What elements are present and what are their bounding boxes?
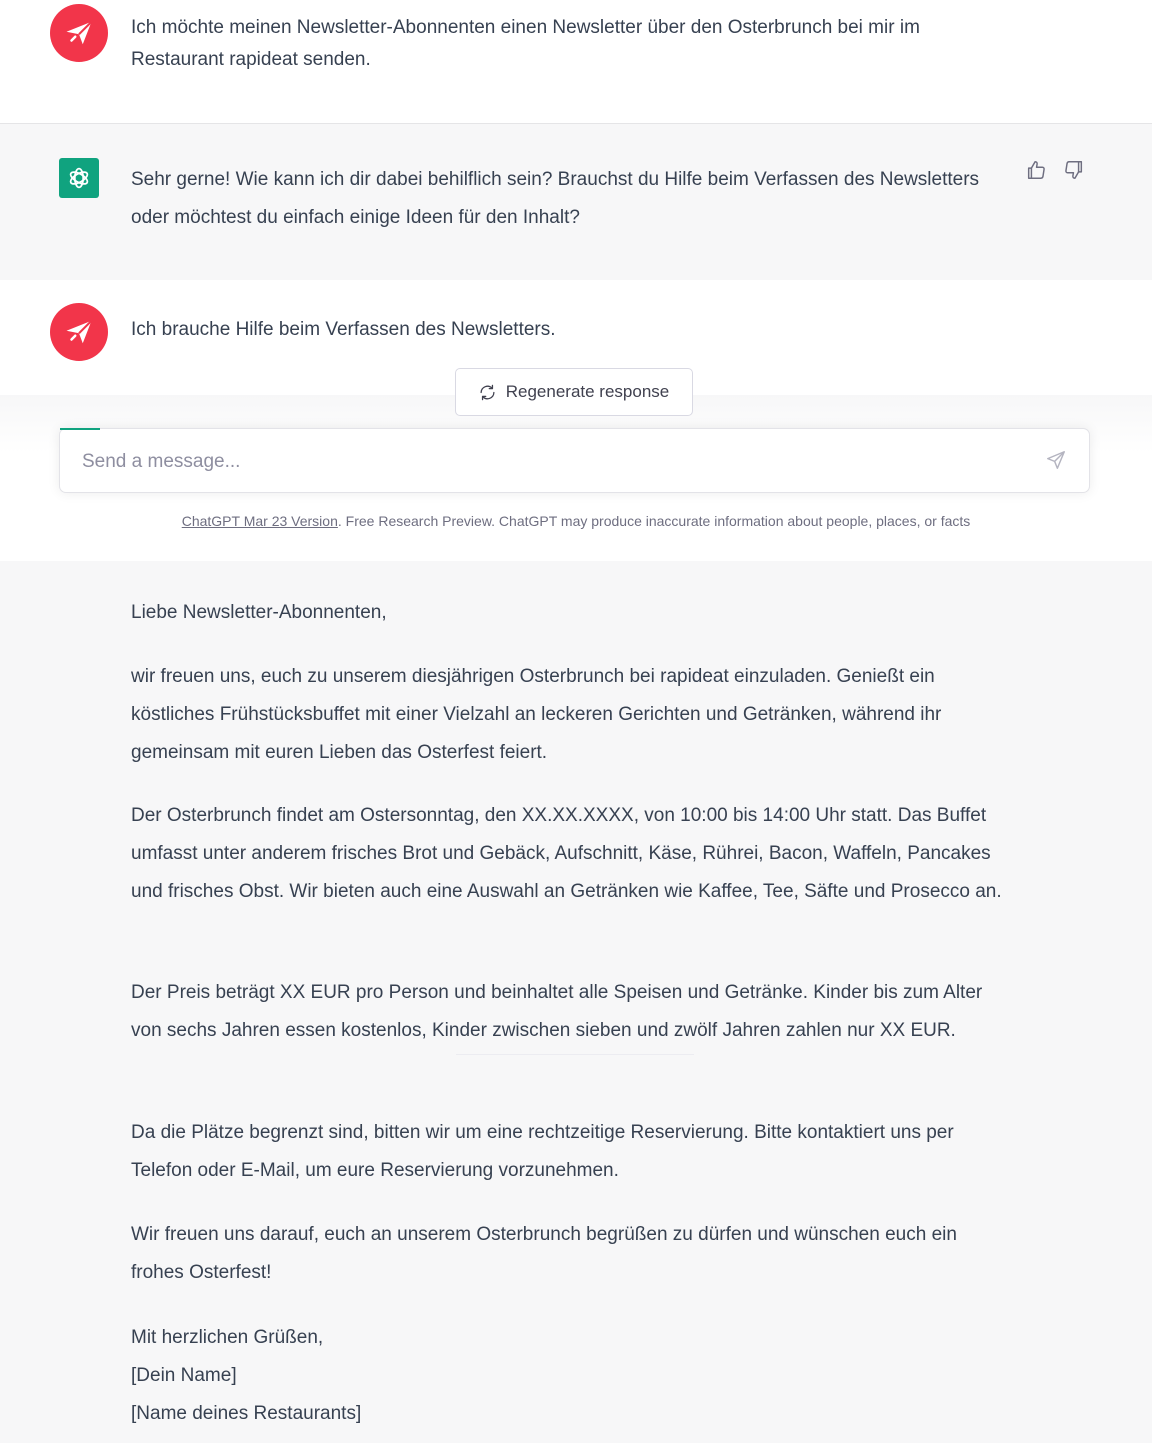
composer-accent bbox=[60, 428, 100, 430]
feedback-actions bbox=[1024, 158, 1086, 182]
letter-paragraph: Der Preis beträgt XX EUR pro Person und beinhaltet alle Speisen und Getränke. Kinder bis zum Alter von sechs Jahren essen kostenlos, Kinder zwischen sieben und zwölf Jahren zahlen nur XX EUR. bbox=[131, 982, 983, 1041]
message-composer bbox=[59, 428, 1090, 493]
assistant-avatar bbox=[59, 158, 99, 198]
user-avatar bbox=[50, 303, 108, 361]
assistant-message bbox=[0, 123, 1152, 281]
overlay-fragment bbox=[456, 1046, 694, 1055]
message-text: Ich brauche Hilfe beim Verfassen des Newsletters. bbox=[131, 319, 556, 340]
thumbs-down-icon bbox=[1063, 159, 1085, 181]
paper-plane-icon bbox=[64, 18, 94, 48]
openai-logo-icon bbox=[65, 164, 93, 192]
letter-paragraph: Der Osterbrunch findet am Ostersonntag, den XX.XX.XXXX, von 10:00 bis 14:00 Uhr statt. Das Buffet umfasst unter anderem frisches Brot und Gebäck, Aufschnitt, Käse, Rührei, Bacon, Waffeln, Pancakes und frisches Obst. Wir bieten auch eine Auswahl an Getränken wie Kaffee, Tee, Säfte und Prosecco an. bbox=[131, 805, 1002, 902]
thumbs-down-button[interactable] bbox=[1062, 158, 1086, 182]
message-text: Sehr gerne! Wie kann ich dir dabei behilflich sein? Brauchst du Hilfe beim Verfassen des Newsletters oder möchtest du einfach einige Ideen für den Inhalt? bbox=[131, 169, 980, 228]
letter-paragraph: Wir freuen uns darauf, euch an unserem Osterbrunch begrüßen zu dürfen und wünschen euch ein frohes Osterfest! bbox=[131, 1224, 957, 1283]
send-button[interactable] bbox=[1045, 449, 1069, 473]
letter-signature-name: [Dein Name] bbox=[131, 1365, 237, 1386]
footer-disclaimer: . Free Research Preview. ChatGPT may produce inaccurate information about people, places, or facts bbox=[337, 513, 971, 529]
user-avatar bbox=[50, 4, 108, 62]
thumbs-up-button[interactable] bbox=[1024, 158, 1048, 182]
regenerate-label: Regenerate response bbox=[505, 382, 670, 401]
user-message bbox=[0, 0, 1152, 123]
letter-greeting: Liebe Newsletter-Abonnenten, bbox=[131, 602, 387, 623]
letter-signature-restaurant: [Name deines Restaurants] bbox=[131, 1403, 362, 1424]
letter-signoff: Mit herzlichen Grüßen, bbox=[131, 1327, 324, 1348]
message-text: Ich möchte meinen Newsletter-Abonnenten einen Newsletter über den Osterbrunch bei mir im Restaurant rapideat senden. bbox=[131, 17, 920, 70]
letter-paragraph: Da die Plätze begrenzt sind, bitten wir um eine rechtzeitige Reservierung. Bitte kontaktiert uns per Telefon oder E-Mail, um eure Reservierung vorzunehmen. bbox=[131, 1122, 954, 1181]
refresh-icon bbox=[479, 384, 496, 401]
thumbs-up-icon bbox=[1025, 159, 1047, 181]
footer-note bbox=[0, 513, 1152, 529]
letter-paragraph: wir freuen uns, euch zu unserem diesjährigen Osterbrunch bei rapideat einzuladen. Genießt ein köstliches Frühstücksbuffet mit einer Vielzahl an leckeren Gerichten und Getränken, während ihr gemeinsam mit euren Lieben das Osterfest feiert. bbox=[131, 666, 942, 763]
regenerate-response-button[interactable] bbox=[455, 368, 693, 416]
paper-plane-icon bbox=[64, 317, 94, 347]
send-icon bbox=[1045, 449, 1067, 471]
message-input[interactable] bbox=[80, 443, 1024, 481]
version-link[interactable]: ChatGPT Mar 23 Version bbox=[181, 513, 338, 529]
assistant-response bbox=[0, 561, 1152, 1443]
